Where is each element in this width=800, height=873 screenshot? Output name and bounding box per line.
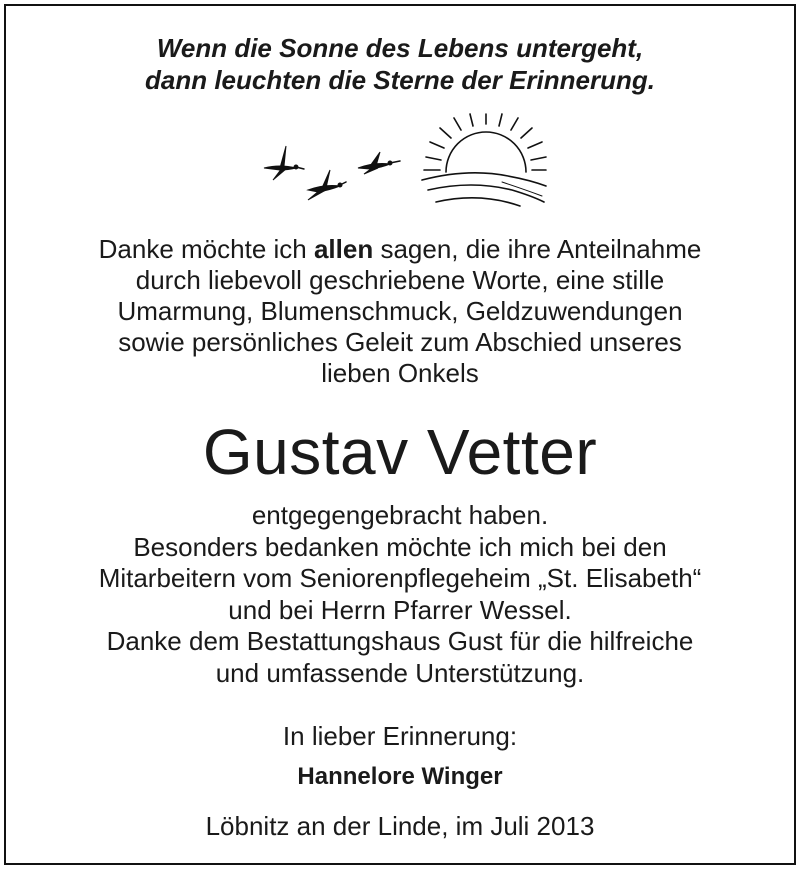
memory-line: In lieber Erinnerung: [282, 721, 518, 751]
signer-name: Hannelore Winger [297, 763, 503, 790]
bird-icon [308, 170, 346, 200]
obituary-card [4, 4, 796, 865]
acknowledgement-line: Mitarbeitern vom Seniorenpflegeheim „St. Elisabeth“ [98, 563, 702, 593]
deceased-name: Gustav Vetter [202, 416, 598, 488]
thanks-line: durch liebevoll geschriebene Worte, eine stille [135, 265, 665, 295]
thanks-text: sagen, die ihre Anteilnahme [373, 234, 702, 264]
setting-sun-icon [422, 114, 546, 206]
acknowledgement-paragraph [6, 500, 794, 689]
place-date: Löbnitz an der Linde, im Juli 2013 [205, 811, 595, 841]
acknowledgement-line: Danke dem Bestattungshaus Gust für die hilfreiche [106, 626, 694, 656]
bird-icon [358, 152, 400, 174]
thanks-line [6, 234, 794, 265]
motto-line: Wenn die Sonne des Lebens untergeht, [156, 33, 644, 63]
acknowledgement-line: Besonders bedanken möchte ich mich bei den [133, 531, 667, 562]
acknowledgement-line: entgegengebracht haben. [251, 500, 549, 530]
thanks-paragraph [6, 234, 794, 389]
emblem [258, 110, 548, 220]
thanks-text: Danke möchte ich [98, 234, 314, 264]
thanks-line: Umarmung, Blumenschmuck, Geldzuwendungen [117, 296, 683, 326]
bird-icon [264, 146, 304, 180]
thanks-line: sowie persönliches Geleit zum Abschied unseres [118, 327, 682, 357]
flying-birds-icon [264, 146, 400, 200]
acknowledgement-line: und umfassende Unterstützung. [215, 657, 585, 688]
thanks-emphasis: allen [313, 234, 374, 264]
thanks-line: lieben Onkels [321, 358, 479, 388]
acknowledgement-line: und bei Herrn Pfarrer Wessel. [228, 594, 572, 625]
motto [6, 32, 794, 96]
motto-line: dann leuchten die Sterne der Erinnerung. [145, 65, 655, 95]
